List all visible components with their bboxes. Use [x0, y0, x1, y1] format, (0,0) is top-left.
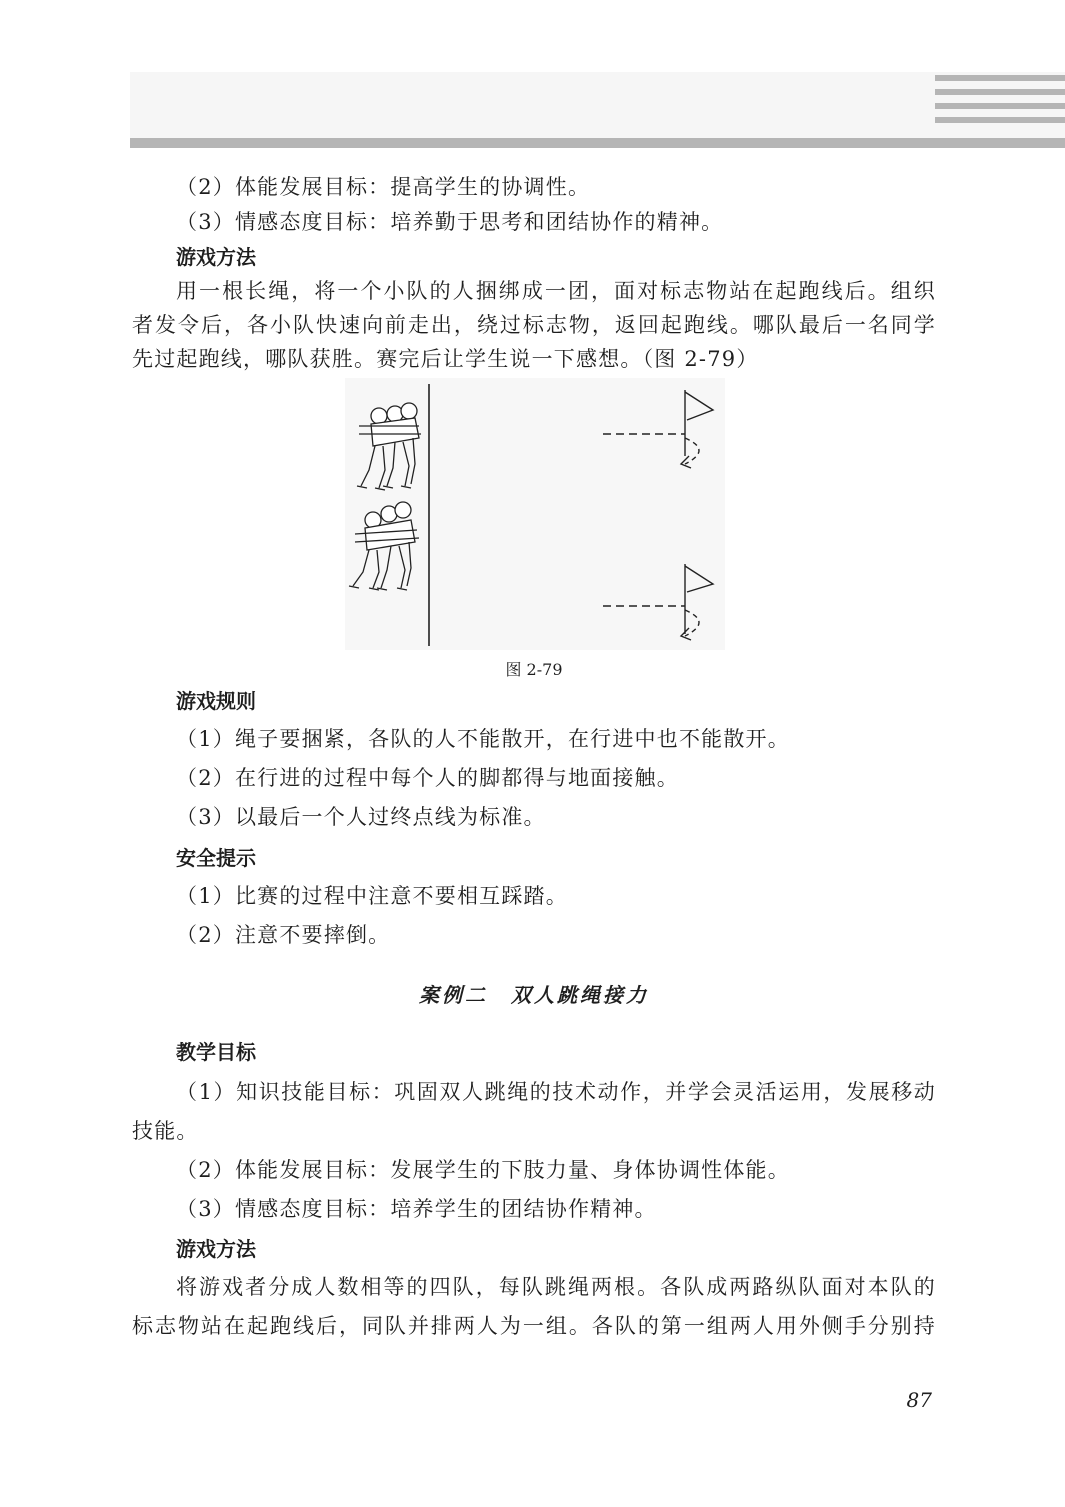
header-rule: [130, 138, 1065, 148]
figure-caption: 图 2-79: [505, 660, 563, 679]
goal-text: （2）体能发展目标：发展学生的下肢力量、身体协调性体能。: [176, 1158, 790, 1182]
rule-text: （3）以最后一个人过终点线为标准。: [176, 805, 546, 829]
goal-text-line: 技能。: [132, 1119, 199, 1143]
header-band: [130, 72, 1065, 138]
rule-text: （2）在行进的过程中每个人的脚都得与地面接触。: [176, 766, 679, 790]
rules-heading: 游戏规则: [176, 689, 256, 713]
header-stripe: [935, 75, 1065, 81]
method-text-line: 将游戏者分成人数相等的四队，每队跳绳两根。各队成两路纵队面对本队的: [176, 1275, 936, 1299]
header-stripe: [935, 89, 1065, 95]
game-illustration: [345, 378, 725, 650]
goal-text: （3）情感态度目标：培养学生的团结协作精神。: [176, 1197, 657, 1221]
goal-text-line: （1）知识技能目标：巩固双人跳绳的技术动作，并学会灵活运用，发展移动: [176, 1080, 936, 1104]
safety-text: （2）注意不要摔倒。: [176, 923, 391, 947]
method-heading: 游戏方法: [176, 1237, 256, 1261]
rule-text: （1）绳子要捆紧，各队的人不能散开，在行进中也不能散开。: [176, 727, 790, 751]
header-stripe: [935, 103, 1065, 109]
page-number: 87: [906, 1388, 932, 1412]
method-text-line: 先过起跑线，哪队获胜。赛完后让学生说一下感想。（图 2-79）: [132, 347, 759, 371]
game-diagram: [345, 378, 725, 650]
method-text-line: 标志物站在起跑线后，同队并排两人为一组。各队的第一组两人用外侧手分别持: [132, 1314, 936, 1338]
case-title: 案例二 双人跳绳接力: [419, 983, 649, 1007]
header-stripe: [935, 117, 1065, 123]
goal-3-text: （3）情感态度目标：培养勤于思考和团结协作的精神。: [176, 210, 724, 234]
goals-heading: 教学目标: [176, 1040, 256, 1064]
method-heading: 游戏方法: [176, 245, 256, 269]
method-text-line: 者发令后，各小队快速向前走出，绕过标志物，返回起跑线。哪队最后一名同学: [132, 313, 936, 337]
method-text-line: 用一根长绳，将一个小队的人捆绑成一团，面对标志物站在起跑线后。组织: [176, 279, 936, 303]
goal-2-text: （2）体能发展目标：提高学生的协调性。: [176, 175, 591, 199]
safety-heading: 安全提示: [176, 846, 256, 870]
safety-text: （1）比赛的过程中注意不要相互踩踏。: [176, 884, 568, 908]
